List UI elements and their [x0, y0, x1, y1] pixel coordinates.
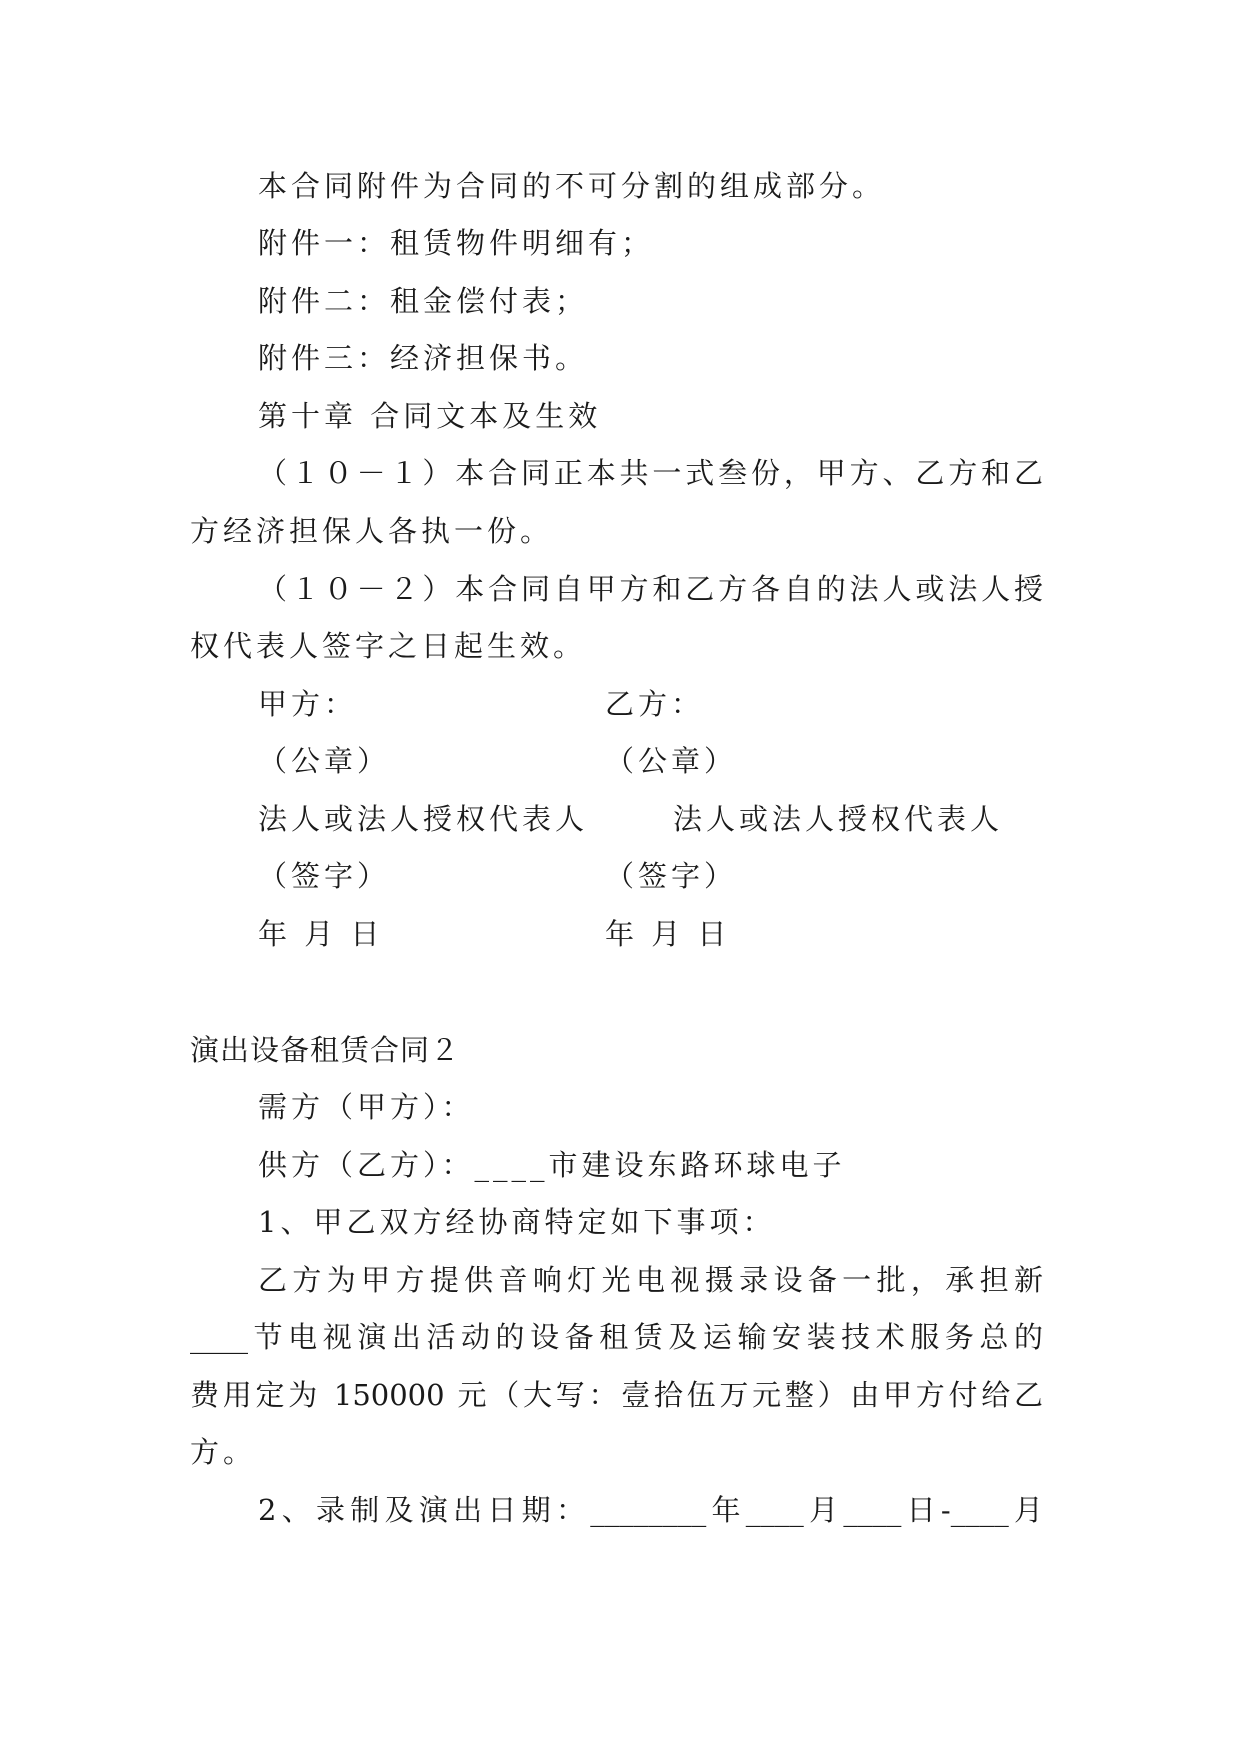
supplier-line: 供方（乙方）：____市建设东路环球电子 [258, 1148, 846, 1182]
party-b-label: 乙方： [605, 687, 705, 721]
item-2-dates: 2、录制及演出日期：________年____月____日-____月 [258, 1493, 1043, 1527]
party-b-seal: （公章） [605, 744, 738, 778]
paragraph-line-1: 乙方为甲方提供音响灯光电视摄录设备一批，承担新 [258, 1263, 1043, 1297]
paragraph-line-3: 费用定为 150000 元（大写：壹拾伍万元整）由甲方付给乙 [190, 1378, 1043, 1412]
item-1: 1、甲乙双方经协商特定如下事项： [258, 1205, 776, 1239]
attachment-intro: 本合同附件为合同的不可分割的组成部分。 [258, 169, 886, 203]
party-b-date: 年 月 日 [605, 917, 731, 951]
clause-10-2-line1: （１０－２）本合同自甲方和乙方各自的法人或法人授 [258, 572, 1043, 606]
party-b-representative: 法人或法人授权代表人 [673, 802, 1004, 836]
clause-10-2-line2: 权代表人签字之日起生效。 [190, 629, 587, 663]
party-a-signature: （签字） [258, 859, 391, 893]
chapter-heading: 第十章 合同文本及生效 [258, 399, 602, 433]
attachment-one: 附件一：租赁物件明细有； [258, 226, 655, 260]
contract-2-title: 演出设备租赁合同２ [190, 1033, 461, 1067]
party-a-seal: （公章） [258, 744, 391, 778]
paragraph-line-2: ____节电视演出活动的设备租赁及运输安装技术服务总的 [190, 1320, 1043, 1354]
attachment-two: 附件二：租金偿付表； [258, 284, 589, 318]
clause-10-1-line1: （１０－１）本合同正本共一式叁份，甲方、乙方和乙 [258, 456, 1043, 490]
buyer-line: 需方（甲方）： [258, 1090, 475, 1124]
clause-10-1-line2: 方经济担保人各执一份。 [190, 514, 554, 548]
attachment-three: 附件三：经济担保书。 [258, 341, 589, 375]
paragraph-line-4: 方。 [190, 1435, 257, 1469]
party-a-representative: 法人或法人授权代表人 [258, 802, 589, 836]
party-a-date: 年 月 日 [258, 917, 384, 951]
party-a-label: 甲方： [258, 687, 358, 721]
party-b-signature: （签字） [605, 859, 738, 893]
